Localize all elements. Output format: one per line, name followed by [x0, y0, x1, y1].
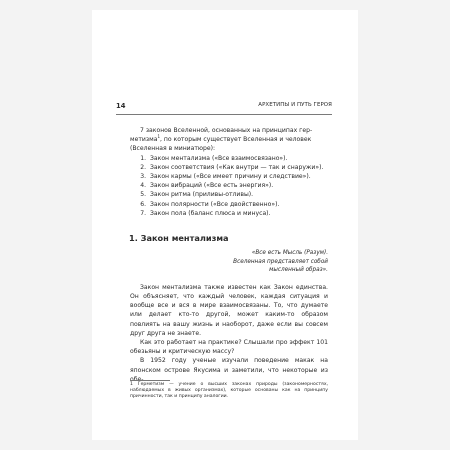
- list-item: 1. Закон ментализма («Все взаимосвязано»).: [148, 154, 328, 163]
- body-paragraph: В 1952 году ученые изучали поведение макак на японском острове Якусима и заметили, что некоторые из обе-: [130, 357, 328, 383]
- epigraph-line: «Все есть Мысль (Разум).: [251, 250, 328, 257]
- epigraph-line: мысленный образ».: [269, 267, 328, 274]
- body-paragraph: Как это работает на практике? Слышали про эффект 101 обезьяны и критическую массу?: [130, 339, 328, 356]
- section-heading: 1. Закон ментализма: [129, 233, 229, 244]
- list-item: 2. Закон соответствия («Как внутри — так и снаружи»).: [148, 163, 328, 172]
- epigraph-line: Вселенная представляет собой: [233, 258, 328, 265]
- list-item: 5. Закон ритма (приливы-отливы).: [148, 190, 328, 199]
- footnote-rule: [130, 380, 170, 381]
- footnote-marker: 1: [157, 134, 160, 140]
- header-rule: [116, 114, 332, 115]
- footnote: 1 Герметизм — учение о высших законах природы (закономерностях, наблюдаемых в живых организмах), которые основаны как на принципу причинности, так и принципу аналогии.: [130, 382, 328, 400]
- running-title: АРХЕТИПЫ И ПУТЬ ГЕРОЯ: [258, 102, 332, 108]
- book-page: [92, 10, 358, 440]
- page-body: [130, 126, 328, 384]
- intro-paragraph: 7 законов Вселенной, основанных на принципах гер- метизма$^1$, по которым существует Вселенная и человек (Вселенная в миниатюре):: [130, 127, 313, 153]
- list-item: 3. Закон кармы («Все имеет причину и следствие»).: [148, 172, 328, 181]
- page-header: [116, 102, 332, 112]
- list-item: 6. Закон полярности («Все двойственно»).: [148, 200, 328, 209]
- list-item: 7. Закон пола (баланс плюса и минуса).: [148, 209, 328, 218]
- page-number: 14: [116, 102, 126, 110]
- laws-list: [130, 154, 328, 218]
- list-item: 4. Закон вибраций («Все есть энергия»).: [148, 181, 328, 190]
- epigraph: [130, 249, 328, 275]
- body-paragraph: Закон ментализма также известен как Закон единства. Он объясняет, что каждый человек, каждая ситуация и вообще все и вся в мире взаимосвязаны. То, что думаете или делает кто-то другой, может каким-то образом повлиять на вашу жизнь и наоборот, даже если вы совсем друг друга не знаете.: [130, 283, 328, 337]
